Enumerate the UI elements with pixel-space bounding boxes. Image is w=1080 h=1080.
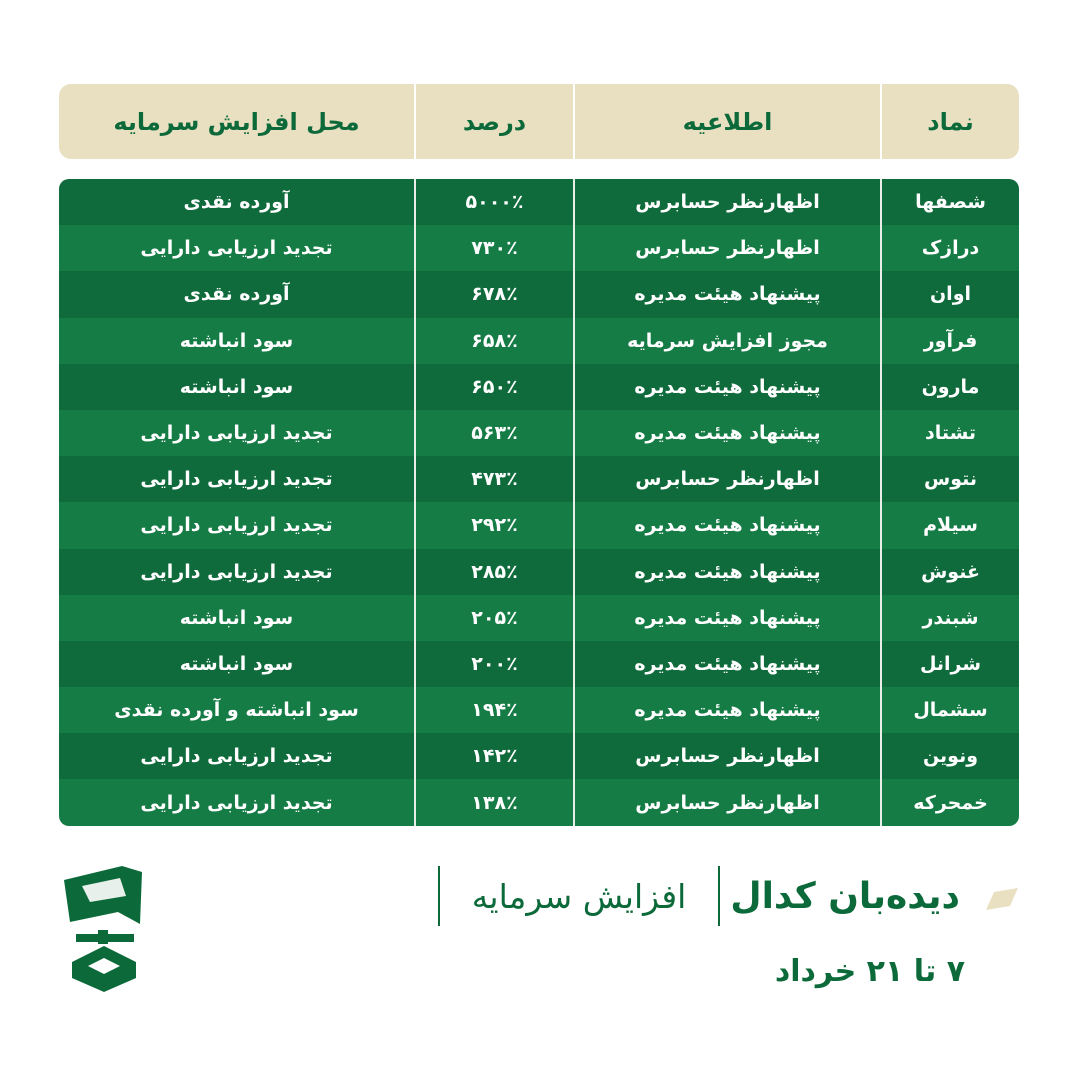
header-symbol: نماد xyxy=(880,84,1019,159)
symbol-cell: غنوش xyxy=(880,549,1019,595)
table-row xyxy=(59,318,1019,364)
notice-cell: اظهارنظر حسابرس xyxy=(573,179,880,225)
notice-cell: پیشنهاد هیئت مدیره xyxy=(573,502,880,548)
percent-cell: ۲۸۵٪ xyxy=(414,549,573,595)
notice-cell: پیشنهاد هیئت مدیره xyxy=(573,364,880,410)
notice-cell: پیشنهاد هیئت مدیره xyxy=(573,410,880,456)
source-cell: تجدید ارزیابی دارایی xyxy=(140,560,333,583)
percent-cell: ۷۳۰٪ xyxy=(414,225,573,271)
percent-cell: ۲۰۵٪ xyxy=(414,595,573,641)
symbol-cell: اوان xyxy=(880,271,1019,317)
source-cell: آورده نقدی xyxy=(183,191,290,214)
source-cell: سود انباشته و آورده نقدی xyxy=(114,699,359,722)
header-percent: درصد xyxy=(414,84,573,159)
symbol-cell: شرانل xyxy=(880,641,1019,687)
source-cell: آورده نقدی xyxy=(183,283,290,306)
header-notice: اطلاعیه xyxy=(573,84,880,159)
source-cell: تجدید ارزیابی دارایی xyxy=(140,237,333,260)
symbol-cell: ونوین xyxy=(880,733,1019,779)
leaf-decoration-icon xyxy=(982,886,1020,914)
symbol-cell: مارون xyxy=(880,364,1019,410)
capital-increase-table xyxy=(59,179,1019,826)
source-cell: تجدید ارزیابی دارایی xyxy=(140,422,333,445)
notice-cell: پیشنهاد هیئت مدیره xyxy=(573,687,880,733)
percent-cell: ۶۵۰٪ xyxy=(414,364,573,410)
notice-cell: پیشنهاد هیئت مدیره xyxy=(573,271,880,317)
percent-cell: ۱۴۲٪ xyxy=(414,733,573,779)
symbol-cell: نتوس xyxy=(880,456,1019,502)
notice-cell: پیشنهاد هیئت مدیره xyxy=(573,549,880,595)
table-row xyxy=(59,549,1019,595)
table-row xyxy=(59,364,1019,410)
symbol-cell: سشمال xyxy=(880,687,1019,733)
symbol-cell: درازک xyxy=(880,225,1019,271)
table-row xyxy=(59,410,1019,456)
percent-cell: ۱۹۴٪ xyxy=(414,687,573,733)
kodal-watcher-logo-icon xyxy=(62,866,146,994)
symbol-cell: سیلام xyxy=(880,502,1019,548)
percent-cell: ۶۵۸٪ xyxy=(414,318,573,364)
symbol-cell: خمحرکه xyxy=(880,779,1019,825)
table-header xyxy=(59,84,1019,159)
header-source: محل افزایش سرمایه xyxy=(113,107,360,136)
symbol-cell: شصفها xyxy=(880,179,1019,225)
source-cell: تجدید ارزیابی دارایی xyxy=(140,745,333,768)
source-cell: سود انباشته xyxy=(179,375,294,398)
source-cell: سود انباشته xyxy=(179,606,294,629)
table-row xyxy=(59,179,1019,225)
percent-cell: ۲۰۰٪ xyxy=(414,641,573,687)
notice-cell: اظهارنظر حسابرس xyxy=(573,456,880,502)
brand-title: دیده‌بان کدال xyxy=(730,875,960,917)
table-row xyxy=(59,687,1019,733)
table-row xyxy=(59,641,1019,687)
symbol-cell: فرآور xyxy=(880,318,1019,364)
table-row xyxy=(59,456,1019,502)
source-cell: تجدید ارزیابی دارایی xyxy=(140,468,333,491)
percent-cell: ۶۷۸٪ xyxy=(414,271,573,317)
notice-cell: اظهارنظر حسابرس xyxy=(573,225,880,271)
source-cell: سود انباشته xyxy=(179,652,294,675)
brand-subtitle: افزایش سرمایه xyxy=(438,866,720,926)
table-row xyxy=(59,733,1019,779)
notice-cell: پیشنهاد هیئت مدیره xyxy=(573,641,880,687)
notice-cell: مجوز افزایش سرمایه xyxy=(573,318,880,364)
source-cell: تجدید ارزیابی دارایی xyxy=(140,514,333,537)
table-row xyxy=(59,595,1019,641)
percent-cell: ۲۹۲٪ xyxy=(414,502,573,548)
source-cell: سود انباشته xyxy=(179,329,294,352)
table-row xyxy=(59,502,1019,548)
symbol-cell: شبندر xyxy=(880,595,1019,641)
notice-cell: اظهارنظر حسابرس xyxy=(573,733,880,779)
percent-cell: ۱۳۸٪ xyxy=(414,779,573,825)
percent-cell: ۵۶۳٪ xyxy=(414,410,573,456)
notice-cell: پیشنهاد هیئت مدیره xyxy=(573,595,880,641)
symbol-cell: تشتاد xyxy=(880,410,1019,456)
source-cell: تجدید ارزیابی دارایی xyxy=(140,791,333,814)
percent-cell: ۴۷۳٪ xyxy=(414,456,573,502)
table-row xyxy=(59,225,1019,271)
table-row xyxy=(59,779,1019,825)
notice-cell: اظهارنظر حسابرس xyxy=(573,779,880,825)
percent-cell: ۵۰۰۰٪ xyxy=(414,179,573,225)
date-range: ۷ تا ۲۱ خرداد xyxy=(774,953,965,989)
table-row xyxy=(59,271,1019,317)
